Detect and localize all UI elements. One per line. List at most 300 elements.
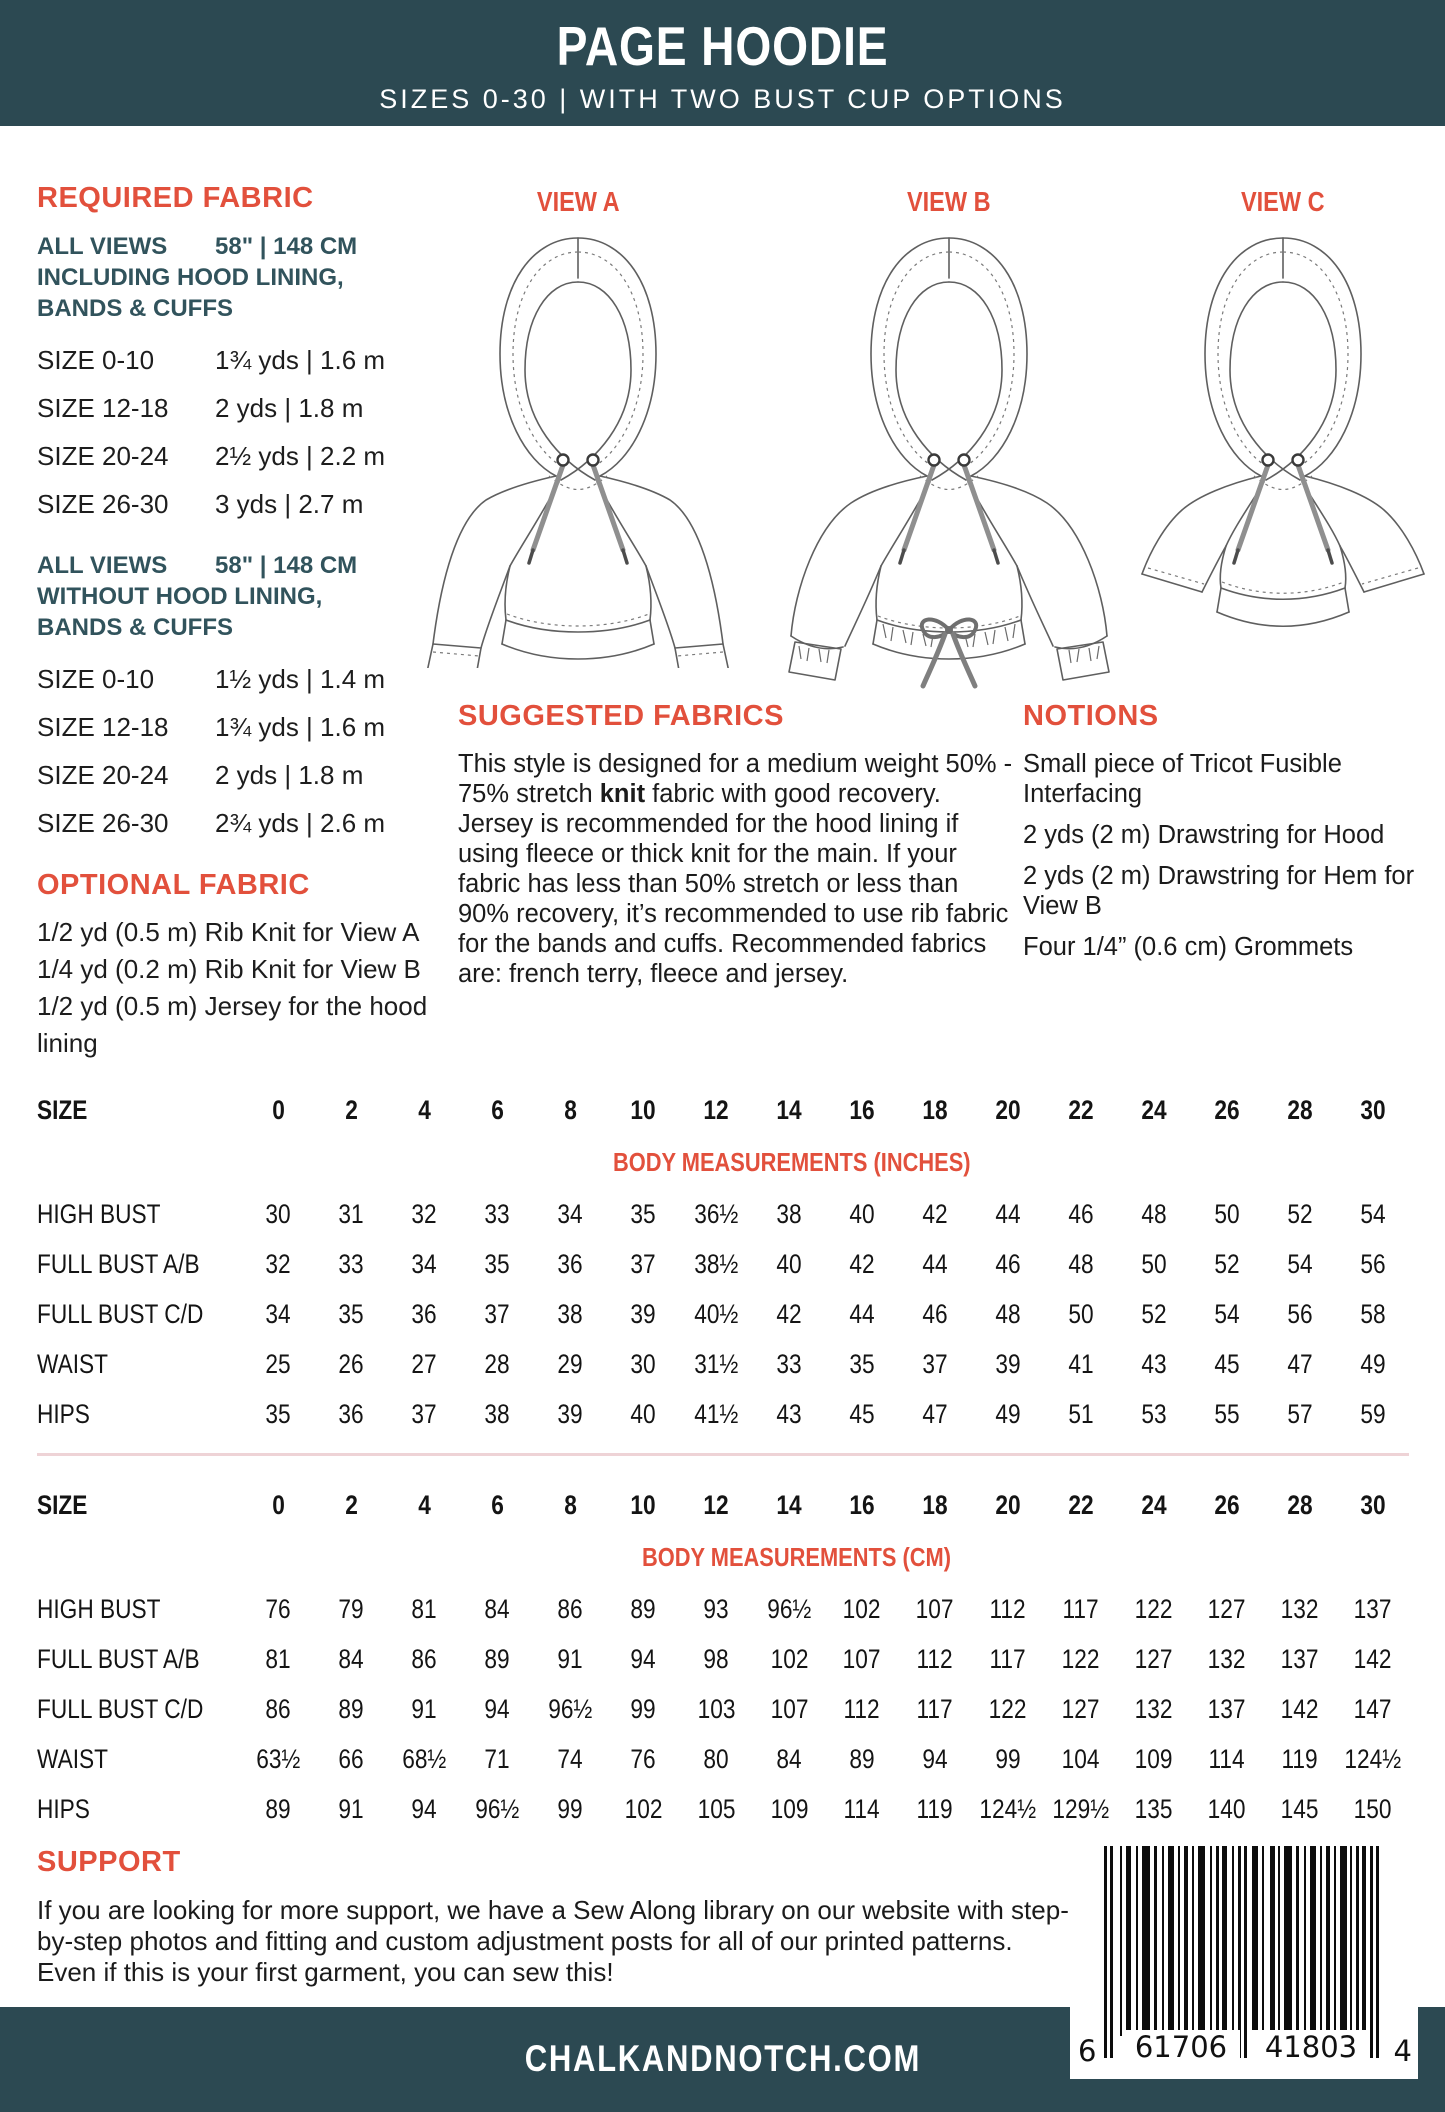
measurement-value: 137 — [1207, 1693, 1246, 1724]
fabric-amount: 2 yds | 1.8 m — [215, 393, 364, 423]
measurement-value: 96½ — [548, 1693, 593, 1724]
measurement-row — [37, 1634, 1409, 1684]
fabric-amount: 1¾ yds | 1.6 m — [215, 345, 386, 375]
fabric-row — [37, 655, 449, 703]
measurement-value: 48 — [1068, 1248, 1094, 1279]
website-url: CHALKANDNOTCH.COM — [524, 2038, 921, 2079]
measurement-value: 119 — [1281, 1743, 1318, 1774]
notion-item: Four 1/4” (0.6 cm) Grommets — [1023, 933, 1354, 961]
measurement-value: 54 — [1359, 1198, 1386, 1229]
measurement-value: 39 — [995, 1348, 1021, 1379]
measurement-value: 46 — [995, 1248, 1021, 1279]
size-column-header: 2 — [345, 1489, 358, 1520]
measurement-value: 42 — [776, 1298, 802, 1329]
measurement-value: 41 — [1068, 1348, 1094, 1379]
paragraph-text: This style is designed for a medium weight 50% - 75% stretch — [458, 750, 1013, 808]
measurement-value: 44 — [922, 1248, 948, 1279]
measurement-value: 107 — [915, 1593, 954, 1624]
measurement-value: 33 — [484, 1198, 510, 1229]
measurement-value: 32 — [411, 1198, 437, 1229]
suggested-fabrics-section — [458, 700, 1014, 989]
measurement-value: 32 — [265, 1248, 292, 1279]
measurement-section-label: BODY MEASUREMENTS (INCHES) — [612, 1146, 971, 1177]
measurement-value: 86 — [265, 1693, 292, 1724]
size-column-header: 10 — [630, 1094, 656, 1125]
measurement-section-label: BODY MEASUREMENTS (CM) — [641, 1541, 951, 1572]
barcode-digit-group: 61706 — [1122, 2030, 1240, 2064]
measurement-value: 84 — [776, 1743, 802, 1774]
barcode — [1070, 1838, 1418, 2079]
measurement-value: 145 — [1280, 1793, 1319, 1824]
size-column-header: 12 — [703, 1489, 729, 1520]
measurement-value: 104 — [1061, 1743, 1100, 1774]
view-a-label: VIEW A — [536, 186, 620, 217]
measurement-value: 96½ — [475, 1793, 520, 1824]
measurement-value: 35 — [265, 1398, 292, 1429]
drawstring — [1234, 455, 1332, 564]
fabric-group-heading — [37, 550, 449, 643]
size-header-label: SIZE — [37, 1489, 88, 1520]
view-a-illustration — [413, 228, 743, 668]
measurement-value: 25 — [265, 1348, 292, 1379]
measurement-value: 124½ — [1344, 1743, 1401, 1774]
measurement-value: 94 — [630, 1643, 656, 1674]
measurement-value: 80 — [703, 1743, 729, 1774]
measurement-row — [37, 1339, 1409, 1389]
measurement-value: 105 — [697, 1793, 736, 1824]
fabric-row — [37, 336, 449, 384]
measurement-row — [37, 1239, 1409, 1289]
measurement-value: 137 — [1280, 1643, 1319, 1674]
measurement-value: 49 — [1359, 1348, 1386, 1379]
measurement-value: 43 — [1141, 1348, 1167, 1379]
fabric-amount: 2¾ yds | 2.6 m — [215, 808, 386, 838]
measurement-value: 50 — [1068, 1298, 1094, 1329]
measurement-value: 119 — [916, 1793, 953, 1824]
measurement-value: 54 — [1286, 1248, 1313, 1279]
size-table-inches — [37, 1085, 1409, 1439]
size-column-header: 18 — [922, 1489, 948, 1520]
measurement-row — [37, 1584, 1409, 1634]
size-header-row — [37, 1085, 1409, 1135]
barcode-digit: 6 — [1078, 2034, 1097, 2068]
hem-drawstring-bow — [921, 619, 975, 686]
notion-item: 2 yds (2 m) Drawstring for Hem for View B — [1023, 862, 1415, 920]
required-fabric-section — [37, 182, 449, 1062]
measurement-row — [37, 1734, 1409, 1784]
measurement-value: 107 — [843, 1643, 881, 1674]
measurement-value: 99 — [630, 1693, 656, 1724]
measurement-value: 129½ — [1052, 1793, 1110, 1824]
measurement-value: 40 — [849, 1198, 875, 1229]
measurement-value: 31½ — [694, 1348, 739, 1379]
measurement-value: 29 — [557, 1348, 583, 1379]
fabric-row — [37, 703, 449, 751]
measurement-value: 48 — [995, 1298, 1021, 1329]
measurement-value: 122 — [988, 1693, 1027, 1724]
support-heading: SUPPORT — [37, 1846, 181, 1878]
measurement-value: 127 — [1207, 1593, 1246, 1624]
measurement-value: 84 — [338, 1643, 365, 1674]
measurement-value: 46 — [922, 1298, 948, 1329]
measurement-row — [37, 1289, 1409, 1339]
empty-cell — [37, 1147, 242, 1178]
measurement-value: 94 — [922, 1743, 948, 1774]
measurement-value: 48 — [1141, 1198, 1167, 1229]
size-column-header: 6 — [490, 1489, 504, 1520]
measurement-value: 37 — [411, 1398, 437, 1429]
measurement-value: 37 — [630, 1248, 656, 1279]
group-label: ALL VIEWS — [37, 233, 168, 260]
group-fabric-width: 58" | 148 CM — [215, 552, 358, 579]
fabric-amount: 2½ yds | 2.2 m — [215, 441, 386, 471]
group-desc-line: WITHOUT HOOD LINING, — [37, 583, 323, 610]
measurement-value: 39 — [557, 1398, 583, 1429]
measurement-value: 91 — [411, 1693, 437, 1724]
view-c-label: VIEW C — [1241, 186, 1325, 217]
measurement-value: 127 — [1061, 1693, 1100, 1724]
measurement-value: 40 — [630, 1398, 656, 1429]
measurement-value: 55 — [1214, 1398, 1240, 1429]
fabric-row — [37, 432, 449, 480]
measurement-value: 58 — [1359, 1298, 1386, 1329]
measurement-row — [37, 1684, 1409, 1734]
measurement-value: 117 — [989, 1643, 1026, 1674]
measurement-value: 42 — [849, 1248, 875, 1279]
measurement-value: 46 — [1068, 1198, 1094, 1229]
size-column-header: 22 — [1068, 1094, 1094, 1125]
measurement-value: 44 — [849, 1298, 875, 1329]
measurement-value: 142 — [1280, 1693, 1319, 1724]
measurement-value: 99 — [557, 1793, 583, 1824]
size-column-header: 20 — [995, 1094, 1021, 1125]
measurement-value: 38½ — [694, 1248, 739, 1279]
measurement-value: 27 — [411, 1348, 437, 1379]
measurement-value: 86 — [411, 1643, 437, 1674]
measurement-value: 38 — [484, 1398, 510, 1429]
measurement-value: 89 — [484, 1643, 510, 1674]
measurement-value: 31 — [338, 1198, 365, 1229]
measurement-row-label: FULL BUST C/D — [37, 1298, 204, 1329]
size-column-header: 26 — [1214, 1489, 1240, 1520]
fabric-amount: 3 yds | 2.7 m — [215, 489, 364, 519]
measurement-value: 59 — [1359, 1398, 1386, 1429]
measurement-value: 50 — [1214, 1198, 1240, 1229]
measurement-value: 124½ — [979, 1793, 1037, 1824]
notion-item: 2 yds (2 m) Drawstring for Hood — [1023, 821, 1385, 849]
notions-heading: NOTIONS — [1023, 700, 1159, 732]
measurement-value: 51 — [1068, 1398, 1094, 1429]
measurement-value: 96½ — [766, 1593, 812, 1624]
measurement-value: 74 — [557, 1743, 583, 1774]
fabric-group-without — [37, 550, 449, 847]
size-column-header: 20 — [995, 1489, 1021, 1520]
measurement-row-label: FULL BUST A/B — [37, 1643, 200, 1674]
optional-fabric-line: 1/2 yd (0.5 m) Jersey for the hood lining — [37, 991, 428, 1058]
measurement-value: 91 — [557, 1643, 583, 1674]
measurement-row-label: HIPS — [37, 1398, 90, 1429]
view-b-label: VIEW B — [906, 186, 991, 217]
fabric-amount: 1¾ yds | 1.6 m — [215, 712, 386, 742]
measurement-row-label: HIGH BUST — [37, 1593, 161, 1624]
size-column-header: 8 — [563, 1489, 577, 1520]
size-column-header: 24 — [1141, 1489, 1167, 1520]
fabric-size-range: SIZE 0-10 — [37, 664, 155, 694]
measurement-value: 127 — [1134, 1643, 1173, 1674]
measurement-value: 102 — [843, 1593, 881, 1624]
optional-fabric-line: 1/4 yd (0.2 m) Rib Knit for View B — [37, 954, 421, 984]
measurement-value: 35 — [338, 1298, 365, 1329]
measurement-value: 37 — [922, 1348, 948, 1379]
measurement-value: 103 — [697, 1693, 736, 1724]
measurement-value: 38 — [776, 1198, 802, 1229]
measurement-value: 142 — [1353, 1643, 1392, 1674]
size-column-header: 0 — [272, 1489, 285, 1520]
measurement-value: 40 — [776, 1248, 802, 1279]
measurement-value: 109 — [1134, 1743, 1173, 1774]
measurement-value: 93 — [703, 1593, 729, 1624]
size-column-header: 22 — [1068, 1489, 1094, 1520]
size-header-label: SIZE — [37, 1094, 88, 1125]
size-column-header: 14 — [776, 1489, 802, 1520]
measurement-value: 84 — [484, 1593, 510, 1624]
group-label: ALL VIEWS — [37, 552, 168, 579]
fabric-size-range: SIZE 12-18 — [37, 393, 169, 423]
group-desc-line: BANDS & CUFFS — [37, 614, 233, 641]
measurement-value: 122 — [1061, 1643, 1100, 1674]
measurement-value: 43 — [776, 1398, 802, 1429]
suggested-fabrics-heading: SUGGESTED FABRICS — [458, 700, 784, 732]
measurement-value: 122 — [1134, 1593, 1173, 1624]
view-b — [776, 186, 1121, 690]
size-header-row — [37, 1480, 1409, 1530]
measurement-value: 56 — [1359, 1248, 1386, 1279]
fabric-row — [37, 384, 449, 432]
page-subtitle: SIZES 0-30 | WITH TWO BUST CUP OPTIONS — [379, 84, 1066, 114]
measurement-value: 35 — [630, 1198, 656, 1229]
measurement-value: 52 — [1214, 1248, 1240, 1279]
measurement-value: 68½ — [402, 1743, 447, 1774]
measurement-value: 35 — [849, 1348, 875, 1379]
view-c — [1118, 186, 1445, 630]
measurement-value: 52 — [1141, 1298, 1167, 1329]
measurement-value: 36 — [557, 1248, 583, 1279]
size-column-header: 4 — [418, 1489, 431, 1520]
measurement-value: 71 — [484, 1743, 510, 1774]
measurement-value: 34 — [265, 1298, 292, 1329]
size-column-header: 24 — [1141, 1094, 1167, 1125]
measurement-value: 147 — [1353, 1693, 1392, 1724]
measurement-row-label: WAIST — [37, 1348, 108, 1379]
measurement-value: 89 — [265, 1793, 292, 1824]
measurement-value: 39 — [630, 1298, 656, 1329]
measurement-value: 117 — [916, 1693, 953, 1724]
measurement-value: 102 — [770, 1643, 808, 1674]
size-column-header: 16 — [849, 1489, 875, 1520]
measurement-value: 36½ — [694, 1198, 739, 1229]
fabric-size-range: SIZE 20-24 — [37, 441, 169, 471]
measurement-value: 140 — [1207, 1793, 1246, 1824]
size-column-header: 30 — [1359, 1489, 1386, 1520]
fabric-size-range: SIZE 0-10 — [37, 345, 155, 375]
barcode-bars — [1070, 1846, 1415, 2061]
measurement-value: 112 — [843, 1693, 881, 1724]
measurement-value: 42 — [922, 1198, 948, 1229]
measurement-value: 89 — [630, 1593, 656, 1624]
measurement-value: 76 — [265, 1593, 292, 1624]
size-column-header: 2 — [345, 1094, 358, 1125]
notion-item: Small piece of Tricot Fusible Interfacing — [1023, 750, 1342, 808]
measurement-row-label: FULL BUST C/D — [37, 1693, 204, 1724]
measurement-row — [37, 1784, 1409, 1834]
measurement-value: 38 — [557, 1298, 583, 1329]
measurement-value: 79 — [338, 1593, 365, 1624]
measurement-value: 89 — [849, 1743, 875, 1774]
measurement-row-label: FULL BUST A/B — [37, 1248, 200, 1279]
size-column-header: 8 — [563, 1094, 577, 1125]
measurement-value: 40½ — [694, 1298, 739, 1329]
size-column-header: 6 — [490, 1094, 504, 1125]
measurement-value: 35 — [484, 1248, 510, 1279]
measurement-row-label: WAIST — [37, 1743, 108, 1774]
measurement-row-label: HIGH BUST — [37, 1198, 161, 1229]
fabric-amount: 1½ yds | 1.4 m — [215, 664, 386, 694]
size-column-header: 10 — [630, 1489, 656, 1520]
measurement-value: 44 — [995, 1198, 1021, 1229]
measurement-row — [37, 1189, 1409, 1239]
measurement-value: 99 — [995, 1743, 1021, 1774]
fabric-group-including — [37, 231, 449, 528]
measurement-value: 26 — [338, 1348, 365, 1379]
optional-fabric-line: 1/2 yd (0.5 m) Rib Knit for View A — [37, 917, 420, 947]
measurement-value: 45 — [849, 1398, 875, 1429]
optional-fabric-section — [37, 869, 449, 1062]
empty-cell — [37, 1542, 242, 1573]
size-table-cm — [37, 1480, 1409, 1834]
fabric-size-range: SIZE 26-30 — [37, 489, 169, 519]
size-column-header: 26 — [1214, 1094, 1240, 1125]
view-b-illustration — [779, 228, 1119, 690]
measurement-value: 54 — [1214, 1298, 1240, 1329]
measurement-row — [37, 1389, 1409, 1439]
measurement-section-row — [37, 1530, 1409, 1584]
measurement-value: 45 — [1214, 1348, 1240, 1379]
optional-fabric-heading: OPTIONAL FABRIC — [37, 869, 310, 901]
fabric-size-range: SIZE 12-18 — [37, 712, 169, 742]
measurement-value: 30 — [630, 1348, 656, 1379]
view-c-illustration — [1118, 228, 1445, 630]
measurement-value: 33 — [776, 1348, 802, 1379]
view-a — [412, 186, 744, 668]
size-column-header: 14 — [776, 1094, 802, 1125]
size-column-header: 12 — [703, 1094, 729, 1125]
fabric-amount: 2 yds | 1.8 m — [215, 760, 364, 790]
measurement-value: 137 — [1353, 1593, 1392, 1624]
measurement-value: 30 — [265, 1198, 292, 1229]
measurement-value: 150 — [1353, 1793, 1392, 1824]
measurement-value: 36 — [411, 1298, 437, 1329]
size-column-header: 16 — [849, 1094, 875, 1125]
fabric-row — [37, 480, 449, 528]
group-desc-line: INCLUDING HOOD LINING, — [37, 264, 344, 291]
measurement-value: 102 — [624, 1793, 663, 1824]
paragraph-bold-text: knit — [599, 780, 646, 808]
size-column-header: 28 — [1286, 1094, 1313, 1125]
paragraph-text: fabric with good recovery. Jersey is recommended for the hood lining if using fleece or thick knit for the main. If your fabric has less than 50% stretch or less than 90% recovery, it’s recommended to use rib fabric for the bands and cuffs. Recommended fabrics are: french terry, fleece and jersey. — [458, 780, 1009, 988]
measurement-value: 53 — [1141, 1398, 1167, 1429]
size-column-header: 30 — [1359, 1094, 1386, 1125]
fabric-size-range: SIZE 26-30 — [37, 808, 169, 838]
measurement-value: 34 — [557, 1198, 583, 1229]
group-desc-line: BANDS & CUFFS — [37, 295, 233, 322]
size-column-header: 0 — [272, 1094, 285, 1125]
measurement-value: 41½ — [694, 1398, 739, 1429]
measurement-value: 47 — [922, 1398, 948, 1429]
measurement-value: 94 — [484, 1693, 510, 1724]
measurement-value: 114 — [843, 1793, 881, 1824]
measurement-value: 117 — [1062, 1593, 1099, 1624]
support-paragraph: If you are looking for more support, we have a Sew Along library on our website with step-by-step photos and fitting and custom adjustment posts for all of our printed patterns. Even if this is your first garment, you can sew this! — [37, 1895, 1069, 1987]
page-title: PAGE HOODIE — [556, 15, 889, 77]
measurement-value: 132 — [1134, 1693, 1173, 1724]
measurement-value: 112 — [916, 1643, 953, 1674]
size-column-header: 28 — [1286, 1489, 1313, 1520]
header-banner — [0, 0, 1445, 126]
measurement-value: 52 — [1286, 1198, 1313, 1229]
measurement-value: 57 — [1286, 1398, 1313, 1429]
measurement-value: 81 — [265, 1643, 292, 1674]
measurement-value: 56 — [1286, 1298, 1313, 1329]
notions-section — [1023, 700, 1415, 973]
measurement-value: 98 — [703, 1643, 729, 1674]
measurement-value: 89 — [338, 1693, 365, 1724]
group-fabric-width: 58" | 148 CM — [215, 233, 358, 260]
fabric-row — [37, 799, 449, 847]
measurement-section-row — [37, 1135, 1409, 1189]
measurement-value: 47 — [1286, 1348, 1313, 1379]
measurement-value: 91 — [338, 1793, 365, 1824]
measurement-value: 86 — [557, 1593, 583, 1624]
measurement-value: 81 — [411, 1593, 437, 1624]
measurement-value: 63½ — [256, 1743, 301, 1774]
size-column-header: 18 — [922, 1094, 948, 1125]
measurement-row-label: HIPS — [37, 1793, 90, 1824]
measurement-value: 28 — [484, 1348, 510, 1379]
measurement-value: 34 — [411, 1248, 437, 1279]
measurement-value: 135 — [1134, 1793, 1173, 1824]
barcode-digit: 4 — [1393, 2034, 1412, 2068]
measurement-value: 109 — [770, 1793, 808, 1824]
measurement-value: 94 — [411, 1793, 437, 1824]
measurement-value: 76 — [630, 1743, 656, 1774]
measurement-value: 114 — [1208, 1743, 1245, 1774]
measurement-value: 50 — [1141, 1248, 1167, 1279]
size-column-header: 4 — [418, 1094, 431, 1125]
support-section — [37, 1846, 1077, 1988]
measurement-value: 37 — [484, 1298, 510, 1329]
measurement-value: 66 — [338, 1743, 365, 1774]
measurement-value: 132 — [1207, 1643, 1246, 1674]
measurement-value: 36 — [338, 1398, 365, 1429]
measurement-value: 132 — [1280, 1593, 1319, 1624]
barcode-digit-group: 41803 — [1252, 2030, 1370, 2064]
table-divider — [37, 1453, 1409, 1456]
required-fabric-heading: REQUIRED FABRIC — [37, 182, 314, 214]
fabric-group-heading — [37, 231, 449, 324]
fabric-size-range: SIZE 20-24 — [37, 760, 169, 790]
measurement-value: 107 — [770, 1693, 808, 1724]
measurement-value: 49 — [995, 1398, 1021, 1429]
